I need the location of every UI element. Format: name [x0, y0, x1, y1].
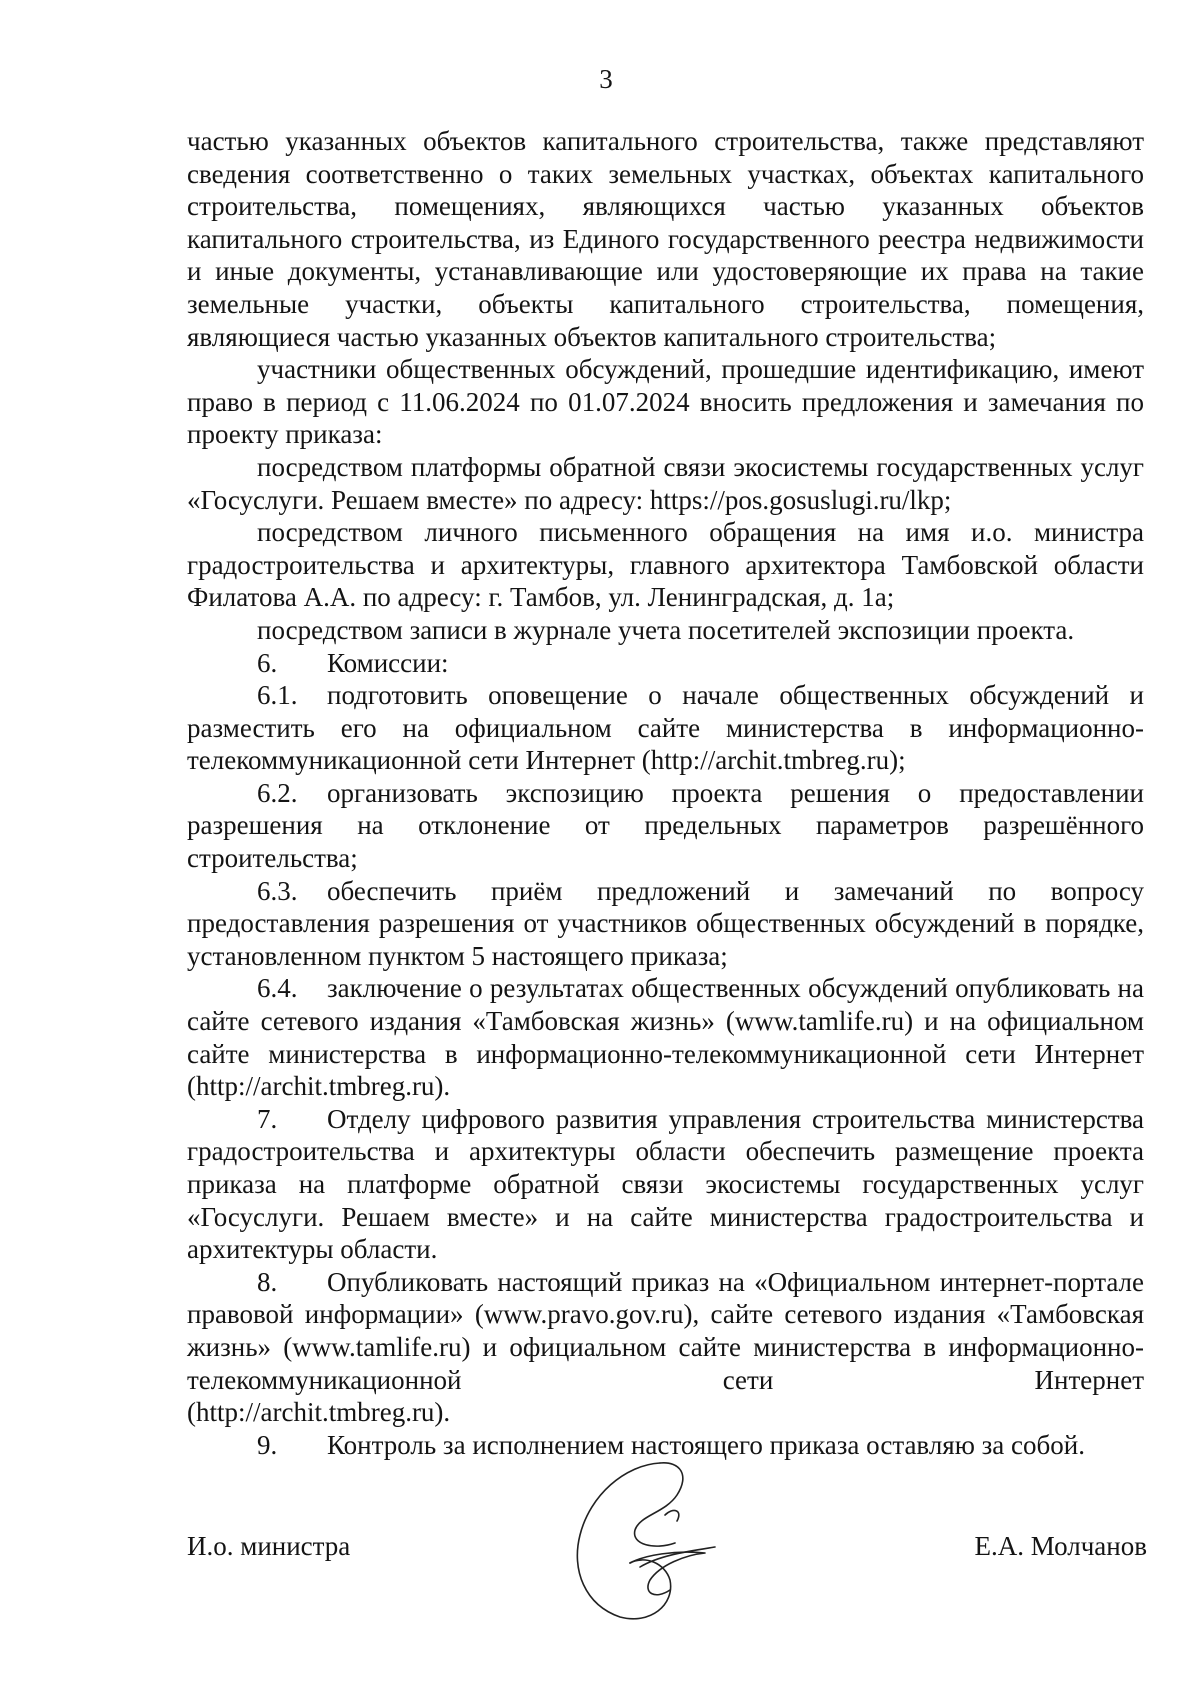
clause-text: Опубликовать настоящий приказ на «Официальном интернет-портале правовой информации» (www.pravo.gov.ru), сайте сетевого издания «Тамбовская жизнь» (www.tamlife.ru) и официальном сайте министерства в информационно-телекоммуникационной сети Интернет: [187, 1266, 1144, 1395]
signer-name: Е.А. Молчанов: [974, 1531, 1147, 1561]
clause-7: [187, 1103, 1144, 1266]
clause-6-1: [187, 679, 1144, 777]
clause-6: [187, 647, 1144, 680]
page-number: 3: [599, 64, 613, 94]
clause-number: 6.3.: [257, 875, 298, 906]
clause-number: 6.1.: [257, 680, 298, 711]
clause-number: 6.: [257, 647, 278, 678]
clause-text: обеспечить приём предложений и замечаний по вопросу предоставления разрешения от участников общественных обсуждений в порядке, установленном пунктом 5 настоящего приказа;: [187, 875, 1144, 971]
clause-text: Контроль за исполнением настоящего приказа оставляю за собой.: [327, 1429, 1085, 1460]
signer-position: И.о. министра: [187, 1531, 351, 1561]
clause-number: 7.: [257, 1103, 278, 1134]
clause-number: 8.: [257, 1266, 278, 1297]
paragraph-via-letter: посредством личного письменного обращения на имя и.о. министра градостроительства и архитектуры, главного архитектора Тамбовской области Филатова А.А. по адресу: г. Тамбов, ул. Ленинградская, д. 1а;: [187, 517, 1144, 613]
clause-text: организовать экспозицию проекта решения о предоставлении разрешения на отклонение от предельных параметров разрешённого строительства;: [187, 777, 1144, 874]
paragraph-participants-rights: участники общественных обсуждений, прошедшие идентификацию, имеют право в период с 11.06.2024 по 01.07.2024 вносить предложения и замечания по проекту приказа:: [187, 354, 1144, 450]
paragraph-via-journal: посредством записи в журнале учета посетителей экспозиции проекта.: [257, 614, 1075, 645]
clause-8: [187, 1266, 1144, 1396]
paragraph-continuation: частью указанных объектов капитального строительства, также представляют сведения соответственно о таких земельных участках, объектах капитального строительства, помещениях, являющихся частью указанных объектов капитального строительства, из Единого государственного реестра недвижимости и иные документы, устанавливающие или удостоверяющие их права на такие земельные участки, объекты капитального строительства, помещения, являющиеся частью указанных объектов капитального строительства;: [187, 126, 1144, 352]
clause-8-tail: (http://archit.tmbreg.ru).: [187, 1397, 451, 1428]
clause-text: подготовить оповещение о начале общественных обсуждений и разместить его на официальном сайте министерства в информационно-телекоммуникационной сети Интернет (http://archit.tmbreg.ru);: [187, 680, 1144, 776]
clause-number: 6.4.: [257, 973, 298, 1004]
clause-text: Комиссии:: [327, 647, 449, 678]
clause-text: Отделу цифрового развития управления строительства министерства градостроительства и архитектуры области обеспечить размещение проекта приказа на платформе обратной связи экосистемы государственных услуг «Госуслуги. Решаем вместе» и на сайте министерства градостроительства и архитектуры области.: [187, 1103, 1144, 1265]
paragraph-via-platform: посредством платформы обратной связи экосистемы государственных услуг «Госуслуги. Решаем вместе» по адресу: https://pos.gosuslugi.ru/lkp;: [187, 451, 1144, 515]
clause-number: 6.2.: [257, 777, 298, 808]
clause-number: 9.: [257, 1429, 278, 1460]
clause-6-4: [187, 972, 1144, 1102]
clause-text: заключение о результатах общественных обсуждений опубликовать на сайте сетевого издания «Тамбовская жизнь» (www.tamlife.ru) и на официальном сайте министерства в информационно-телекоммуникационной сети Интернет (http://archit.tmbreg.ru).: [187, 973, 1144, 1102]
clause-6-2: [187, 777, 1144, 875]
signature-block: [187, 1520, 1147, 1580]
document-body: [187, 125, 1144, 1461]
clause-6-3: [187, 875, 1144, 973]
